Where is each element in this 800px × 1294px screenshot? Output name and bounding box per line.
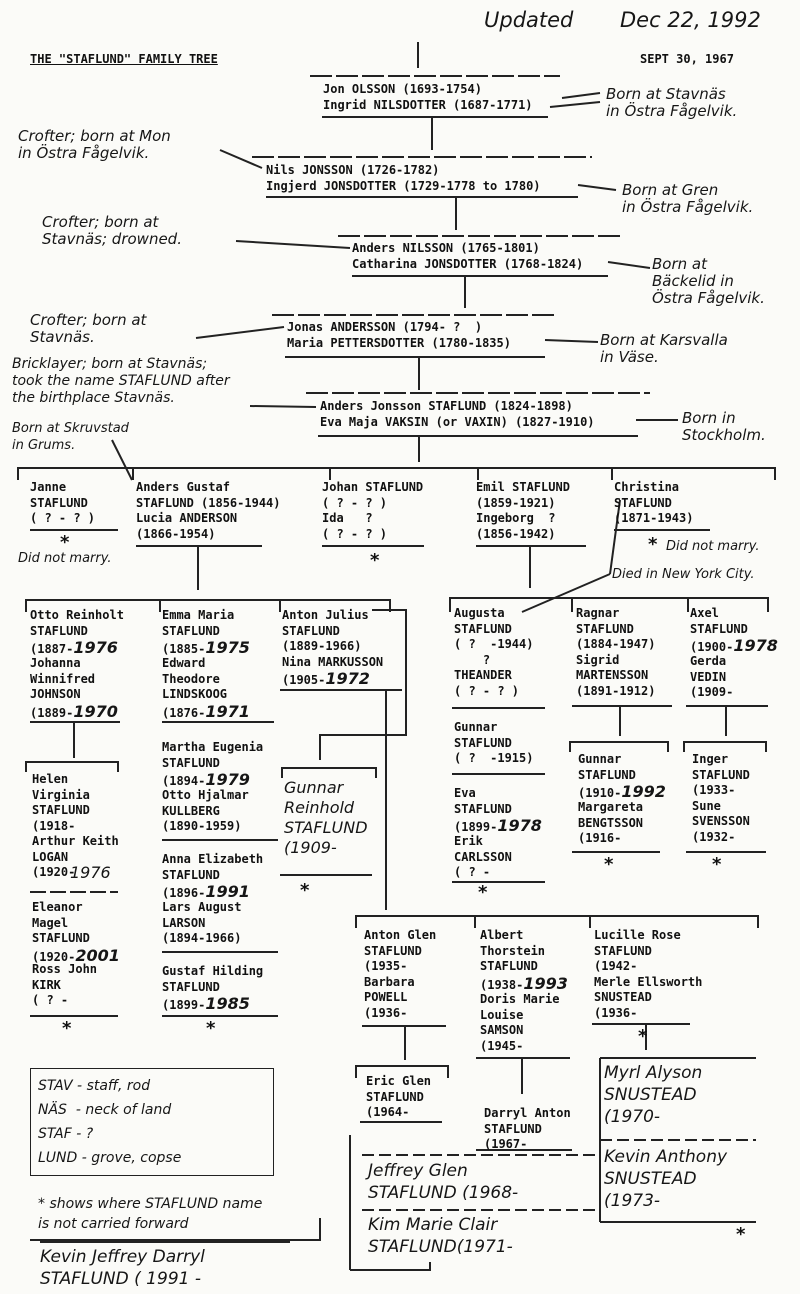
person-lars-august: Lars August LARSON (1894-1966) — [162, 900, 242, 945]
person-inger: Inger STAFLUND (1933- Sune SVENSSON (1932- — [692, 752, 750, 844]
star-eleanor: * — [62, 1018, 72, 1039]
note-g5-occupation: Bricklayer; born at Stavnäs; took the name STAFLUND after the birthplace Stavnäs. — [12, 356, 230, 406]
generation-2: Nils JONSSON (1726-1782) Ingjerd JONSDOTTER (1729-1778 to 1780) — [266, 163, 541, 193]
star-christina: * — [648, 534, 658, 555]
note-lucia-birthplace: Born at Skruvstad in Grums. — [12, 421, 129, 453]
person-anders-gustaf: Anders Gustaf STAFLUND (1856-1944) Lucia ANDERSON (1866-1954) — [136, 480, 281, 541]
star-eva: * — [478, 882, 488, 903]
person-gunnar-staflund: Gunnar STAFLUND ( ? -1915) — [454, 720, 534, 765]
person-myrl-alyson: Myrl Alyson SNUSTEAD (1970- — [604, 1063, 703, 1127]
person-edward: Edward Theodore LINDSKOOG (1876-1971 — [162, 656, 250, 721]
person-janne: Janne STAFLUND ( ? - ? ) — [30, 480, 96, 525]
person-kevin-jeffrey-darryl: Kevin Jeffrey Darryl STAFLUND ( 1991 - — [40, 1247, 205, 1289]
person-johan: Johan STAFLUND ( ? - ? ) Ida ? ( ? - ? ) — [322, 480, 424, 541]
legend-text: STAV - staff, rod NÄS - neck of land STAF - ? LUND - grove, copse — [38, 1078, 182, 1166]
star-johan: * — [370, 550, 380, 571]
person-eric-glen: Eric Glen STAFLUND (1964- — [366, 1074, 432, 1119]
person-kevin-anthony: Kevin Anthony SNUSTEAD (1973- — [604, 1147, 728, 1211]
person-gunnar-ragnar-son: Gunnar STAFLUND (1910-1992 — [578, 752, 666, 801]
page-title: THE "STAFLUND" FAMILY TREE — [30, 52, 218, 66]
note-christina-unmarried: Did not marry. — [666, 539, 760, 554]
person-jeffrey-glen: Jeffrey Glen STAFLUND (1968- — [368, 1161, 519, 1203]
note-g3-occupation: Crofter; born at Stavnäs; drowned. — [42, 213, 182, 248]
person-martha: Martha Eugenia STAFLUND (1894-1979 — [162, 740, 264, 789]
arthur-death-year: 1976 — [70, 863, 111, 882]
person-gunnar-reinhold: Gunnar Reinhold STAFLUND (1909- — [284, 778, 368, 857]
person-emil: Emil STAFLUND (1859-1921) Ingeborg ? (1856-1942) — [476, 480, 570, 541]
updated-date: Dec 22, 1992 — [620, 8, 761, 32]
star-snustead: * — [736, 1224, 746, 1245]
footnote: * shows where STAFLUND name is not carried forward — [38, 1196, 263, 1232]
updated-label: Updated — [484, 8, 574, 32]
person-anna-elizabeth: Anna Elizabeth STAFLUND (1896-1991 — [162, 852, 264, 901]
person-helen: Helen Virginia STAFLUND (1918- Arthur Keith LOGAN (1920- — [32, 772, 119, 879]
person-albert: Albert Thorstein STAFLUND (1938-1993 — [480, 928, 568, 993]
person-doris: Doris Marie Louise SAMSON (1945- — [480, 992, 560, 1053]
person-eleanor: Eleanor Magel STAFLUND (1920-2001 — [32, 900, 120, 965]
note-augusta-died: Died in New York City. — [612, 567, 755, 582]
star-gustaf: * — [206, 1018, 216, 1039]
person-johanna: Johanna Winnifred JOHNSON (1889-1970 — [30, 656, 118, 721]
generation-5: Anders Jonsson STAFLUND (1824-1898) Eva Maja VAKSIN (or VAXIN) (1827-1910) — [320, 399, 595, 429]
note-g3-birthplace: Born at Bäckelid in Östra Fågelvik. — [652, 255, 765, 307]
person-erik-carlsson: Erik CARLSSON ( ? - — [454, 834, 512, 879]
person-ross-kirk: Ross John KIRK ( ? - — [32, 962, 98, 1007]
person-otto-hjalmar: Otto Hjalmar KULLBERG (1890-1959) — [162, 788, 249, 833]
star-inger: * — [712, 854, 722, 875]
person-margareta: Margareta BENGTSSON (1916- — [578, 800, 644, 845]
person-gustaf-hilding: Gustaf Hilding STAFLUND (1899-1985 — [162, 964, 264, 1013]
person-otto-reinholt: Otto Reinholt STAFLUND (1887-1976 — [30, 608, 124, 657]
star-gunnar-r: * — [604, 854, 614, 875]
person-augusta: Augusta STAFLUND ( ? -1944) ? THEANDER ( ? - ? ) — [454, 606, 534, 698]
star-lucille: * — [638, 1026, 648, 1047]
note-g1-birthplace: Born at Stavnäs in Östra Fågelvik. — [606, 85, 738, 120]
person-anton-glen: Anton Glen STAFLUND (1935- Barbara POWELL (1936- — [364, 928, 437, 1020]
note-g4-birthplace: Born at Karsvalla in Väse. — [600, 331, 728, 366]
person-christina: Christina STAFLUND (1871-1943) — [614, 480, 694, 525]
person-ragnar: Ragnar STAFLUND (1884-1947) Sigrid MARTENSSON (1891-1912) — [576, 606, 656, 698]
person-lucille: Lucille Rose STAFLUND (1942- Merle Ellsworth SNUSTEAD (1936- — [594, 928, 703, 1020]
note-janne-unmarried: Did not marry. — [18, 551, 112, 566]
person-emma-maria: Emma Maria STAFLUND (1885-1975 — [162, 608, 250, 657]
person-anton-julius: Anton Julius STAFLUND (1889-1966) Nina MARKUSSON (1905-1972 — [282, 608, 384, 688]
generation-4: Jonas ANDERSSON (1794- ? ) Maria PETTERSDOTTER (1780-1835) — [287, 320, 511, 350]
person-eva: Eva STAFLUND (1899-1978 — [454, 786, 542, 835]
star-janne: * — [60, 532, 70, 553]
generation-3: Anders NILSSON (1765-1801) Catharina JONSDOTTER (1768-1824) — [352, 241, 584, 271]
person-kim-marie: Kim Marie Clair STAFLUND(1971- — [368, 1215, 513, 1257]
note-g2-birthplace: Born at Gren in Östra Fågelvik. — [622, 181, 754, 216]
person-gerda: Gerda VEDIN (1909- — [690, 654, 734, 699]
original-date: SEPT 30, 1967 — [640, 52, 734, 66]
note-g4-occupation: Crofter; born at Stavnäs. — [30, 311, 147, 346]
note-g2-occupation: Crofter; born at Mon in Östra Fågelvik. — [18, 127, 171, 162]
generation-1: Jon OLSSON (1693-1754) Ingrid NILSDOTTER (1687-1771) — [323, 82, 533, 112]
person-darryl-anton: Darryl Anton STAFLUND (1967- — [484, 1106, 571, 1151]
person-axel: Axel STAFLUND (1900-1978 — [690, 606, 778, 655]
note-g5-birthplace: Born in Stockholm. — [682, 409, 766, 444]
star-gunnar-reinhold: * — [300, 880, 310, 901]
